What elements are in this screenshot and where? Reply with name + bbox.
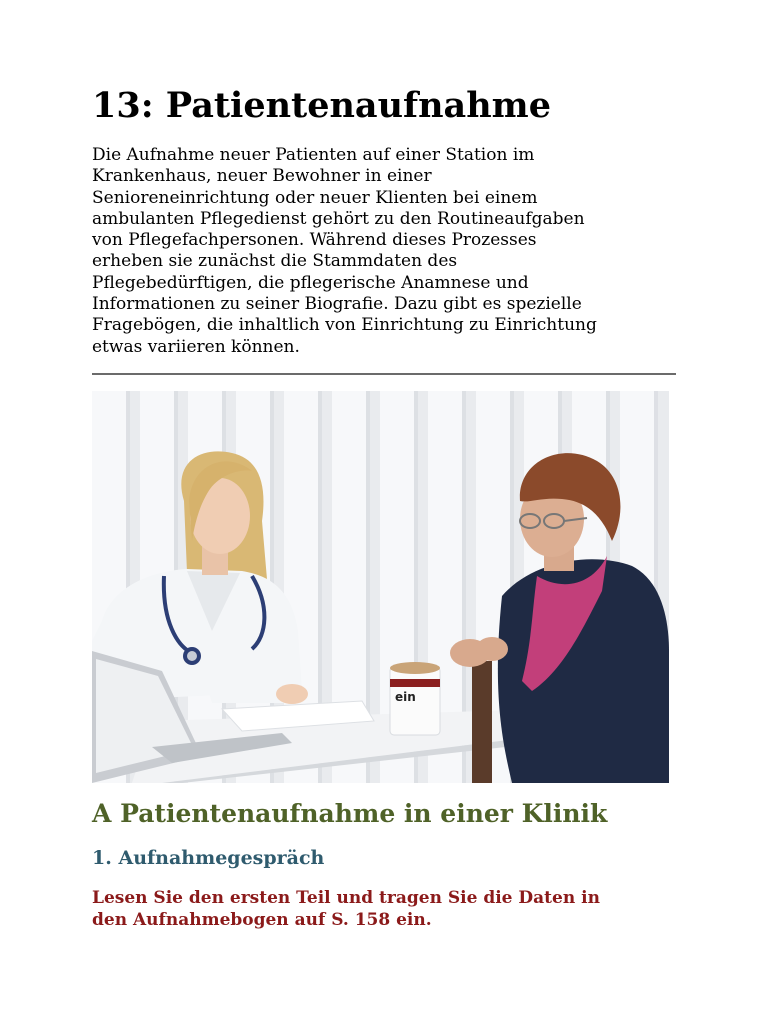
- nurse-patient-photo: [92, 391, 669, 783]
- intro-line: etwas variieren können.: [92, 336, 300, 357]
- cup-label: ein: [395, 690, 416, 704]
- task-instruction: [92, 887, 676, 931]
- intro-line: Senioreneinrichtung oder neuer Klienten bei einem: [92, 187, 538, 208]
- intro-line: ambulanten Pflegedienst gehört zu den Routineaufgaben: [92, 208, 585, 229]
- intro-line: Die Aufnahme neuer Patienten auf einer Station im: [92, 145, 535, 165]
- section-title: A Patientenaufnahme in einer Klinik: [92, 799, 608, 828]
- task-line: den Aufnahmebogen auf S. 158 ein.: [92, 910, 432, 930]
- task-line: Lesen Sie den ersten Teil und tragen Sie die Daten in: [92, 888, 600, 908]
- intro-line: Informationen zu seiner Biografie. Dazu gibt es spezielle: [92, 294, 582, 315]
- intro-paragraph: [92, 145, 676, 358]
- intro-line: erheben sie zunächst die Stammdaten des: [92, 251, 458, 272]
- intro-line: von Pflegefachpersonen. Während dieses Prozesses: [92, 230, 537, 251]
- subsection-title: 1. Aufnahmegespräch: [92, 847, 325, 869]
- chapter-title: 13: Patientenaufnahme: [92, 85, 551, 126]
- cup: [390, 662, 440, 735]
- intro-line: Krankenhaus, neuer Bewohner in einer: [92, 166, 432, 187]
- horizontal-divider: [92, 373, 676, 375]
- intro-line: Pflegebedürftigen, die pflegerische Anamnese und: [92, 272, 529, 293]
- intro-line: Fragebögen, die inhaltlich von Einrichtung zu Einrichtung: [92, 315, 597, 336]
